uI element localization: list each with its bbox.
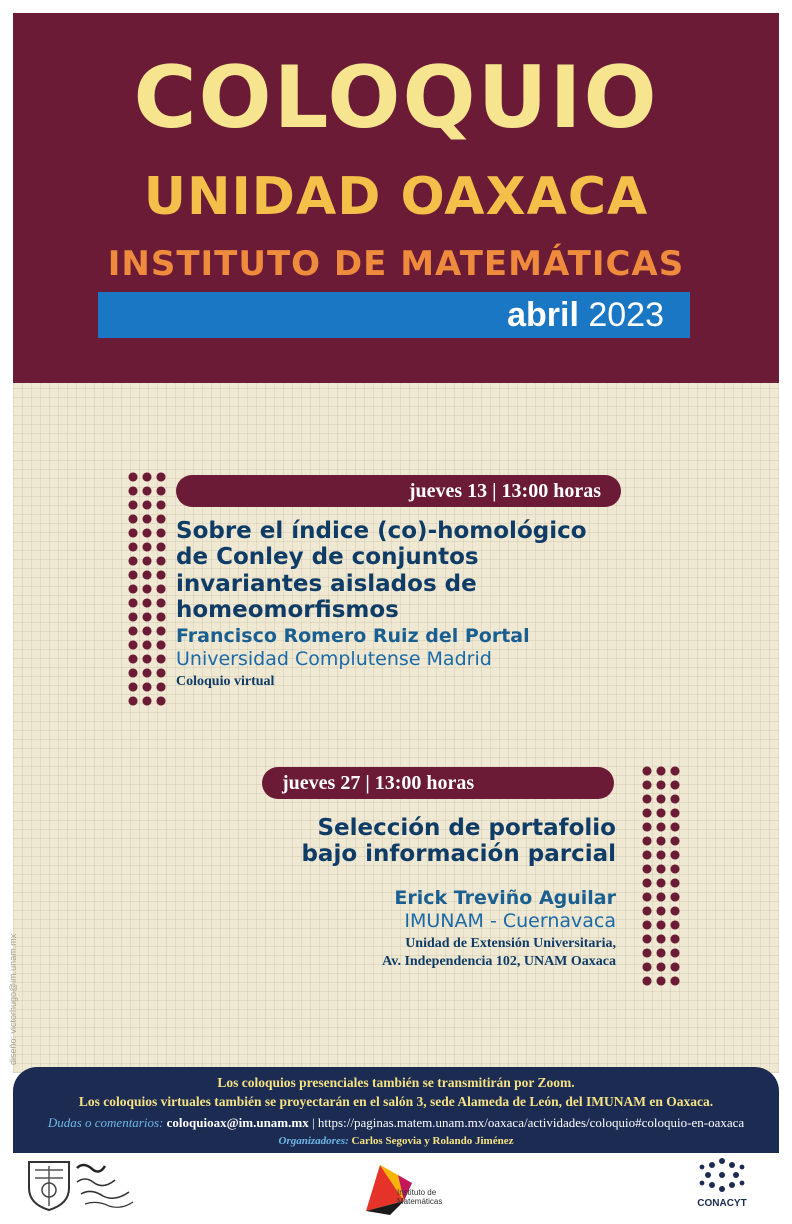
footer-contact: [13, 1115, 779, 1131]
footer-organizers: [13, 1135, 779, 1147]
separator: |: [311, 1115, 315, 1130]
speaker-affiliation: IMUNAM - Cuernavaca: [404, 910, 616, 932]
colloquium-url-link[interactable]: https://paginas.matem.unam.mx/oaxaca/actividades/coloquio#coloquio-en-oaxaca: [317, 1115, 745, 1130]
location-line: Unidad de Extensión Universitaria,: [405, 936, 616, 951]
footer-zoom-note: Los coloquios presenciales también se transmitirán por Zoom.: [217, 1075, 575, 1090]
im-logo-line: Instituto de: [397, 1188, 437, 1197]
month-label: abril: [507, 296, 579, 334]
im-logo-text: [397, 1188, 442, 1206]
footer-projection-note: Los coloquios virtuales también se proyectarán en el salón 3, sede Alameda de León, del IMUNAM en Oaxaca.: [78, 1094, 714, 1109]
talk-modality: Coloquio virtual: [176, 674, 275, 689]
speaker-affiliation: Universidad Complutense Madrid: [176, 648, 492, 670]
instituto-matematicas-logo: [360, 1157, 460, 1217]
contact-label: Dudas o comentarios:: [47, 1115, 164, 1130]
speaker-name: Francisco Romero Ruiz del Portal: [176, 625, 530, 647]
unam-logo: [25, 1158, 143, 1212]
talk-title: Selección de portafolio bajo información parcial: [301, 815, 616, 868]
talk-date-pill: jueves 27 | 13:00 horas: [262, 767, 614, 799]
poster-subtitle: UNIDAD OAXACA: [143, 167, 649, 227]
organizers-names: Carlos Segovia y Rolando Jiménez: [351, 1135, 514, 1147]
talk-date-pill: jueves 13 | 13:00 horas: [176, 475, 621, 507]
year-label: 2023: [588, 296, 664, 334]
footer-info: [13, 1067, 779, 1153]
dot-grid-decoration: [126, 470, 166, 708]
conacyt-label: CONACYT: [697, 1198, 747, 1209]
speaker-name: Erick Treviño Aguilar: [394, 887, 616, 909]
im-logo-line: Matemáticas: [397, 1197, 443, 1207]
talk-title: Sobre el índice (co)-homológico de Conley de conjuntos invariantes aislados de homeomorfismos: [176, 518, 587, 624]
poster-title: COLOQUIO: [133, 48, 659, 148]
date-bar: [98, 292, 690, 338]
organizers-label: Organizadores:: [278, 1135, 349, 1147]
institute-name: INSTITUTO DE MATEMÁTICAS: [107, 244, 685, 284]
talk-location: [260, 935, 616, 970]
dot-grid-decoration: [640, 764, 680, 988]
contact-email-link[interactable]: coloquioax@im.unam.mx: [166, 1115, 309, 1130]
location-line: Av. Independencia 102, UNAM Oaxaca: [382, 953, 616, 969]
design-credit: diseño: victorhugo@im.unam.mx: [8, 933, 18, 1065]
